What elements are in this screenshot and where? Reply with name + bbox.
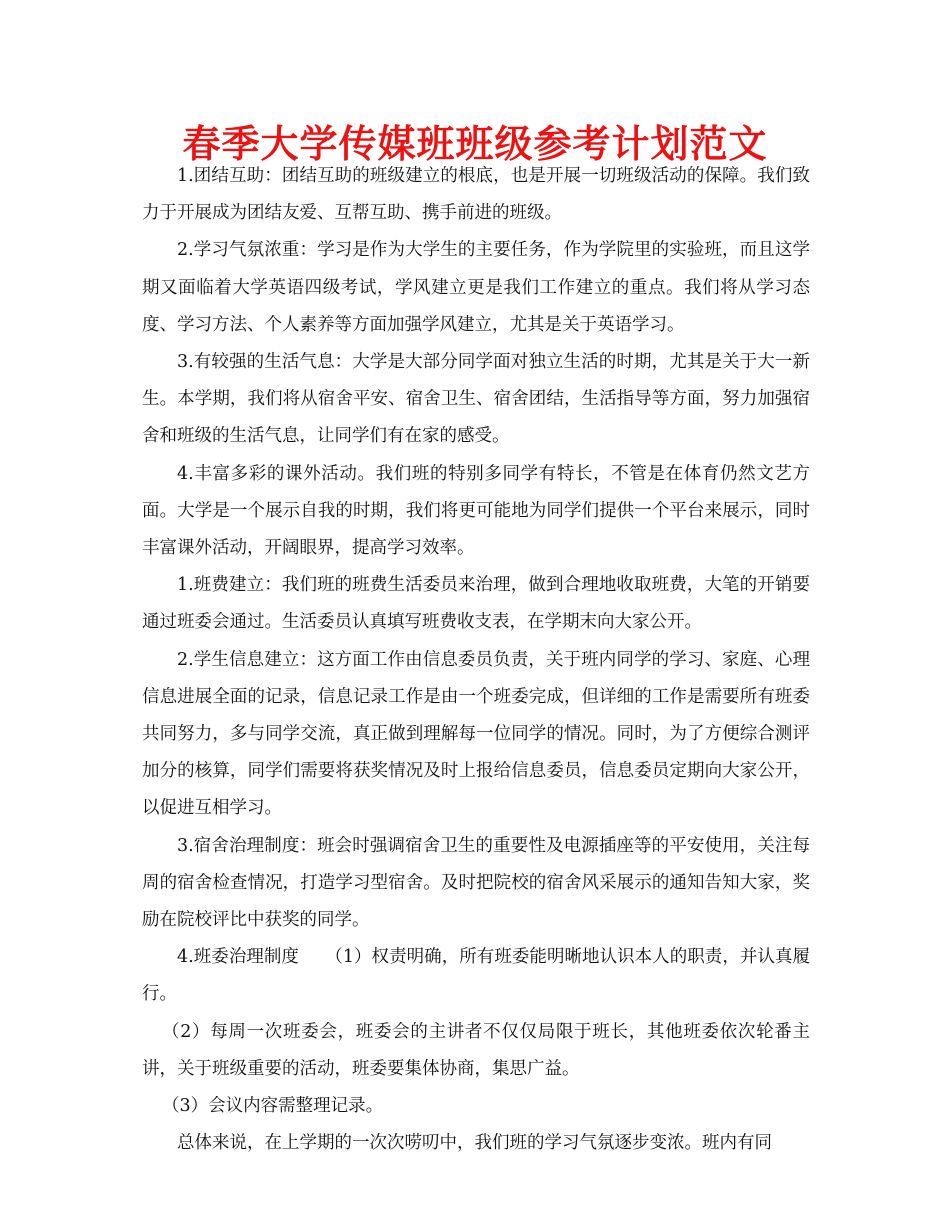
paragraph: 1.团结互助：团结互助的班级建立的根底，也是开展一切班级活动的保障。我们致力于开展成为团结友爱、互帮互助、携手前进的班级。 <box>142 166 810 224</box>
paragraph: 2.学习气氛浓重：学习是作为大学生的主要任务，作为学院里的实验班，而且这学期又面临着大学英语四级考试，学风建立更是我们工作建立的重点。我们将从学习态度、学习方法、个人素养等方面加强学风建立，尤其是关于英语学习。 <box>142 240 810 335</box>
paragraph: 3.宿舍治理制度：班会时强调宿舍卫生的重要性及电源插座等的平安使用，关注每周的宿舍检查情况，打造学习型宿舍。及时把院校的宿舍风采展示的通知告知大家，奖励在院校评比中获奖的同学。 <box>142 835 810 931</box>
paragraph: 3.有较强的生活气息：大学是大部分同学面对独立生活的时期，尤其是关于大一新生。本学期，我们将从宿舍平安、宿舍卫生、宿舍团结，生活指导等方面，努力加强宿舍和班级的生活气息，让同学们有在家的感受。 <box>142 352 810 447</box>
paragraph: 4.班委治理制度 （1）权责明确，所有班委能明晰地认识本人的职责，并认真履行。 <box>142 947 810 1005</box>
paragraph: 4.丰富多彩的课外活动。我们班的特别多同学有特长，不管是在体育仍然文艺方面。大学是一个展示自我的时期，我们将更可能地为同学们提供一个平台来展示，同时丰富课外活动，开阔眼界，提高学习效率。 <box>142 463 810 559</box>
paragraph: 2.学生信息建立：这方面工作由信息委员负责，关于班内同学的学习、家庭、心理信息进展全面的记录，信息记录工作是由一个班委完成，但详细的工作是需要所有班委共同努力，多与同学交流，真正做到理解每一位同学的情况。同时，为了方便综合测评加分的核算，同学们需要将获奖情况及时上报给信息委员，信息委员定期向大家公开，以促进互相学习。 <box>142 649 810 819</box>
paragraph: （3）会议内容需整理记录。 <box>162 1096 384 1117</box>
document-title: 春季大学传媒班班级参考计划范文 <box>182 122 768 166</box>
paragraph: （2）每周一次班委会，班委会的主讲者不仅仅局限于班长，其他班委依次轮番主讲，关于班级重要的活动，班委要集体协商，集思广益。 <box>142 1021 810 1079</box>
paragraph: 1.班费建立：我们班的班费生活委员来治理，做到合理地收取班费，大笔的开销要通过班委会通过。生活委员认真填写班费收支表，在学期末向大家公开。 <box>142 575 810 633</box>
document-body <box>142 158 810 1162</box>
paragraph: 总体来说，在上学期的一次次唠叨中，我们班的学习气氛逐步变浓。班内有同 <box>177 1133 772 1154</box>
